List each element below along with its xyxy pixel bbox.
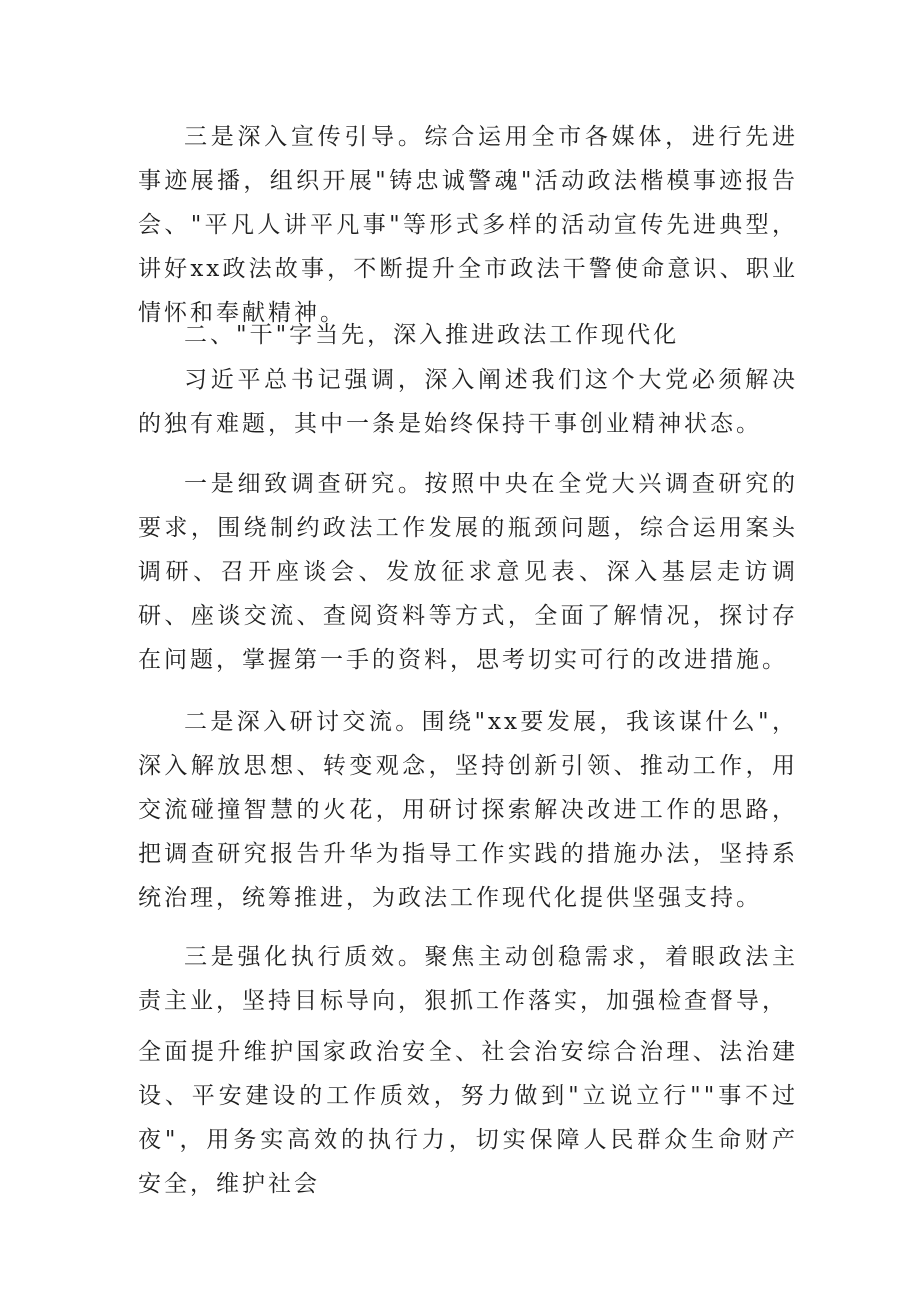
paragraph-intro: 习近平总书记强调，深入阐述我们这个大党必须解决的独有难题，其中一条是始终保持干事创业精神状态。 — [138, 367, 798, 437]
paragraph-discussion: 二是深入研讨交流。围绕"xx要发展，我该谋什么"，深入解放思想、转变观念，坚持创新引领、推动工作，用交流碰撞智慧的火花，用研讨探索解决改进工作的思路，把调查研究报告升华为指导工作实践的措施办法，坚持系统治理，统筹推进，为政法工作现代化提供坚强支持。 — [138, 709, 798, 911]
section-heading: 二、"干"字当先，深入推进政法工作现代化 — [184, 322, 680, 348]
paragraph-research: 一是细致调查研究。按照中央在全党大兴调查研究的要求，围绕制约政法工作发展的瓶颈问题，综合运用案头调研、召开座谈会、发放征求意见表、深入基层走访调研、座谈交流、查阅资料等方式，全面了解情况，探讨存在问题，掌握第一手的资料，思考切实可行的改进措施。 — [138, 471, 798, 673]
paragraph-execution-continued: 全面提升维护国家政治安全、社会治安综合治理、法治建设、平安建设的工作质效，努力做到"立说立行""事不过夜"，用务实高效的执行力，切实保障人民群众生命财产安全，维护社会 — [138, 1039, 798, 1197]
paragraph-execution: 三是强化执行质效。聚焦主动创稳需求，着眼政法主责主业，坚持目标导向，狠抓工作落实，加强检查督导， — [138, 944, 798, 1014]
paragraph-publicity: 三是深入宣传引导。综合运用全市各媒体，进行先进事迹展播，组织开展"铸忠诚警魂"活动政法楷模事迹报告会、"平凡人讲平凡事"等形式多样的活动宣传先进典型，讲好xx政法故事，不断提升全市政法干警使命意识、职业情怀和奉献精神。 — [138, 124, 798, 326]
